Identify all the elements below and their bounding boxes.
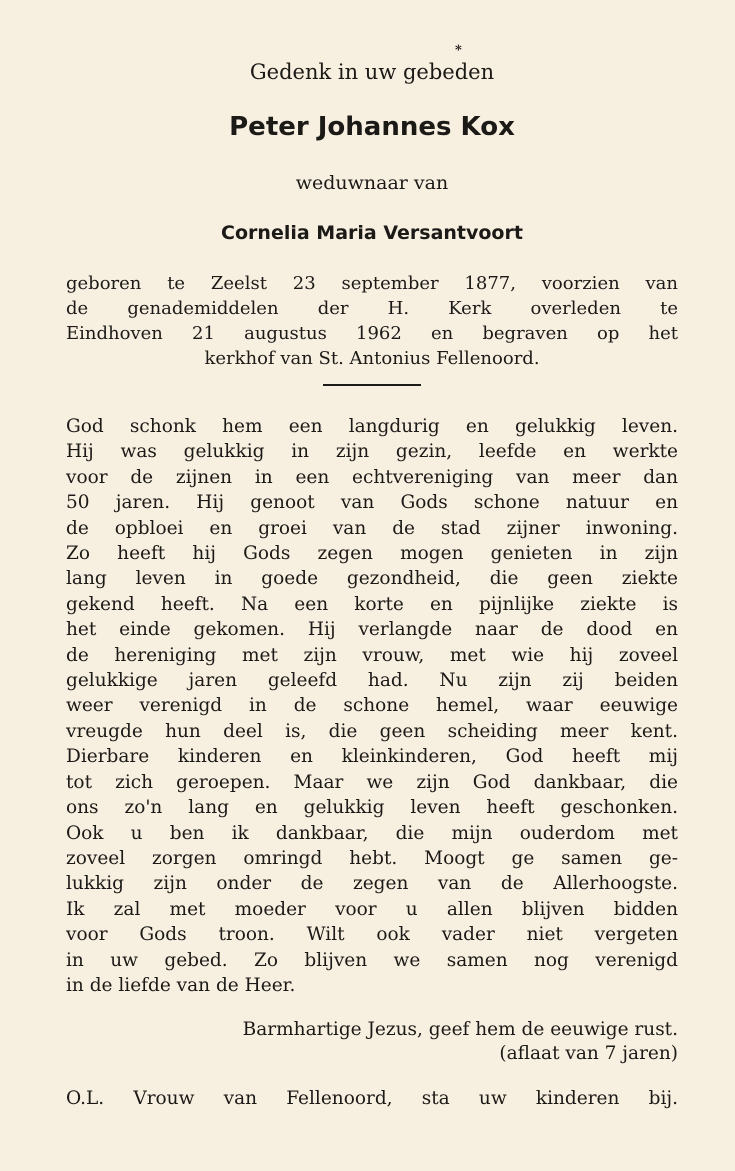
text-line: vreugde hun deel is, die geen scheiding meer kent. — [66, 720, 678, 742]
deceased-name: Peter Johannes Kox — [229, 112, 515, 142]
text-line: in uw gebed. Zo blijven we samen nog verenigd — [66, 949, 678, 971]
text-line: tot zich geroepen. Maar we zijn God dankbaar, die — [66, 771, 678, 793]
closing-invocation: O.L. Vrouw van Fellenoord, sta uw kinderen bij. — [66, 1088, 678, 1109]
text-line: 50 jaren. Hij genoot van Gods schone natuur en — [66, 492, 678, 514]
text-line: gekend heeft. Na een korte en pijnlijke ziekte is — [66, 593, 678, 615]
text-line: Ook u ben ik dankbaar, die mijn ouderdom met — [66, 822, 678, 844]
text-line: ons zo'n lang en gelukkig leven heeft geschonken. — [66, 797, 678, 819]
text-line: zoveel zorgen omringd hebt. Moogt ge samen ge- — [66, 847, 678, 869]
biography — [66, 271, 678, 371]
text-line: de hereniging met zijn vrouw, met wie hij zoveel — [66, 644, 678, 666]
biography-line: Eindhoven 21 augustus 1962 en begraven op het — [66, 323, 678, 344]
memorial-text — [66, 414, 678, 998]
text-line: de opbloei en groei van de stad zijner inwoning. — [66, 517, 678, 539]
text-line: Hij was gelukkig in zijn gezin, leefde en werkte — [66, 441, 678, 463]
text-line: Dierbare kinderen en kleinkinderen, God heeft mij — [66, 746, 678, 768]
text-line: gelukkige jaren geleefd had. Nu zijn zij beiden — [66, 670, 678, 692]
text-line: voor Gods troon. Wilt ook vader niet vergeten — [66, 924, 678, 946]
text-line: Ik zal met moeder voor u allen blijven bidden — [66, 898, 678, 920]
text-line: weer verenigd in de schone hemel, waar eeuwige — [66, 695, 678, 717]
relation-label: weduwnaar van — [295, 172, 449, 194]
text-line: in de liefde van de Heer. — [66, 974, 296, 996]
spouse-name: Cornelia Maria Versantvoort — [221, 222, 523, 244]
text-line: lukkig zijn onder de zegen van de Allerhoogste. — [66, 873, 678, 895]
text-line: lang leven in goede gezondheid, die geen ziekte — [66, 568, 678, 590]
biography-line: de genademiddelen der H. Kerk overleden te — [66, 298, 678, 319]
biography-line: geboren te Zeelst 23 september 1877, voorzien van — [66, 273, 678, 294]
text-line: Zo heeft hij Gods zegen mogen genieten in zijn — [66, 543, 678, 565]
heading: Gedenk in uw gebeden — [249, 60, 495, 84]
biography-line: kerkhof van St. Antonius Fellenoord. — [204, 348, 540, 369]
text-line: het einde gekomen. Hij verlangde naar de dood en — [66, 619, 678, 641]
cross-mark: * — [455, 43, 462, 58]
divider — [323, 384, 421, 386]
indulgence-note: (aflaat van 7 jaren) — [499, 1043, 678, 1064]
prayer: Barmhartige Jezus, geef hem de eeuwige rust. — [242, 1019, 678, 1040]
text-line: voor de zijnen in een echtvereniging van meer dan — [66, 466, 678, 488]
text-line: God schonk hem een langdurig en gelukkig leven. — [66, 416, 678, 437]
